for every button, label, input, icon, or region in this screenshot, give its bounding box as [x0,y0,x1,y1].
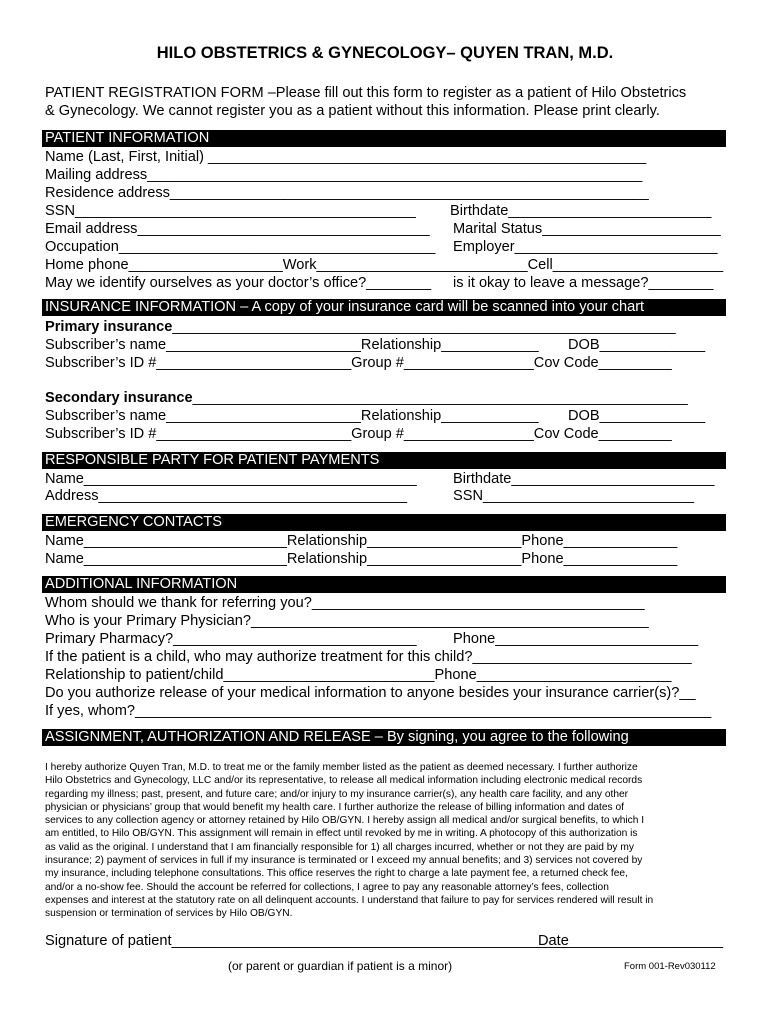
primary-dob-field[interactable]: DOB_____________ [568,337,706,353]
email-field[interactable]: Email address____________________________________ [45,221,430,237]
secondary-subscriber-name-field[interactable]: Subscriber’s name________________________Relationship____________ [45,408,539,424]
authorization-line: physician or physicians’ group that would benefit my health care. I further authorize the release of billing information and dates of [45,801,624,813]
form-number: Form 001-Rev030112 [624,961,716,972]
authorization-line: as valid as the original. I understand that I am financially responsible for 1) all charges incurred, whether or not they are paid by my [45,841,634,853]
secondary-dob-field[interactable]: DOB_____________ [568,408,706,424]
primary-subscriber-name-field[interactable]: Subscriber’s name________________________Relationship____________ [45,337,539,353]
secondary-insurance-line: _____________________________________________________________ [192,390,688,406]
primary-insurance-line: ______________________________________________________________ [172,319,676,335]
emergency-contact-row[interactable]: Name_________________________Relationship___________________Phone______________ [45,551,678,567]
child-authorizer-field[interactable]: If the patient is a child, who may authorize treatment for this child?___________________________ [45,649,692,665]
page-title: HILO OBSTETRICS & GYNECOLOGY– QUYEN TRAN, M.D. [156,44,614,62]
relationship-to-patient-field[interactable]: Relationship to patient/child__________________________Phone________________________ [45,667,672,683]
birthdate-field[interactable]: Birthdate_________________________ [450,203,712,219]
authorization-line: I hereby authorize Quyen Tran, M.D. to treat me or the family member listed as the patient as deemed necessary. I further authorize [45,762,638,773]
authorization-line: insurance; 2) payment of services in full if my insurance is terminated or I exceed my annual benefits; and 3) services not covered by [45,855,643,867]
section-responsible-party: RESPONSIBLE PARTY FOR PATIENT PAYMENTS [42,452,726,469]
residence-address-field[interactable]: Residence address___________________________________________________________ [45,185,649,201]
responsible-ssn-field[interactable]: SSN__________________________ [453,488,695,504]
occupation-field[interactable]: Occupation_______________________________________ [45,239,436,255]
referral-field[interactable]: Whom should we thank for referring you?_________________________________________ [45,595,645,611]
primary-insurance-label: Primary insurance [45,319,173,335]
authorization-line: am entitled, to Hilo OB/GYN. This assignment will remain in effect until revoked by me in writing. A photocopy of this authorization is [45,828,638,840]
primary-insurance-field[interactable] [45,318,676,336]
primary-subscriber-id-field[interactable]: Subscriber’s ID #________________________Group #________________Cov Code_________ [45,355,672,371]
responsible-name-field[interactable]: Name_________________________________________ [45,471,417,487]
marital-status-field[interactable]: Marital Status______________________ [453,221,721,237]
intro-line-2: & Gynecology. We cannot register you as a patient without this information. Please print clearly. [45,103,660,119]
responsible-address-field[interactable]: Address______________________________________ [45,488,407,504]
authorization-line: regarding my illness; past, present, and future care; and/or injury to my insurance carrier(s), any health care facility, and any other [45,788,629,800]
identify-office-field[interactable]: May we identify ourselves as your doctor’s office?________ [45,275,432,291]
authorization-line: services to any collection agency or attorney retained by Hilo OB/GYN. I hereby assign all medical and/or surgical benefits, to which I [45,815,645,827]
secondary-insurance-label: Secondary insurance [45,390,193,406]
intro-text [45,84,735,120]
emergency-contact-row[interactable]: Name_________________________Relationship___________________Phone______________ [45,533,678,549]
section-emergency-contacts: EMERGENCY CONTACTS [42,514,726,531]
guardian-note: (or parent or guardian if patient is a minor) [228,959,453,973]
authorize-release-field[interactable]: Do you authorize release of your medical information to anyone besides your insurance carrier(s)?__ [45,685,696,701]
authorization-line: Hilo Obstetrics and Gynecology, LLC and/or its representative, to release all medical information including electronic medical records [45,775,643,787]
section-assignment-authorization: ASSIGNMENT, AUTHORIZATION AND RELEASE – By signing, you agree to the following [42,729,726,746]
pharmacy-phone-field[interactable]: Phone_________________________ [453,631,699,647]
ssn-field[interactable]: SSN__________________________________________ [45,203,416,219]
phone-numbers-field[interactable]: Home phone___________________Work__________________________Cell_____________________ [45,257,724,273]
authorization-line: my insurance, including telephone consultations. This office reserves the right to charge a late payment fee, a returned check fee, [45,868,628,880]
release-whom-field[interactable]: If yes, whom?_______________________________________________________________________ [45,703,712,719]
mailing-address-field[interactable]: Mailing address_____________________________________________________________ [45,167,643,183]
primary-physician-field[interactable]: Who is your Primary Physician?_________________________________________________ [45,613,649,629]
authorization-line: and/or a no-show fee. Should the account be referred for collections, I agree to pay any reasonable attorney’s fees, collection [45,881,609,893]
responsible-birthdate-field[interactable]: Birthdate_________________________ [453,471,715,487]
employer-field[interactable]: Employer_________________________ [453,239,718,255]
section-additional-information: ADDITIONAL INFORMATION [42,576,726,593]
authorization-line: suspension or termination of services by Hilo OB/GYN. [45,908,293,920]
name-field[interactable]: Name (Last, First, Initial) ______________________________________________________ [45,149,647,165]
signature-field[interactable]: Signature of patient_________________________________________________ [45,933,570,949]
secondary-insurance-field[interactable] [45,389,688,407]
authorization-line: expenses and interest at the statutory rate on all delinquent accounts. I understand that failure to pay for services rendered will result in [45,894,654,906]
authorization-text [45,761,728,921]
section-patient-information: PATIENT INFORMATION [42,130,726,147]
section-insurance-information: INSURANCE INFORMATION – A copy of your insurance card will be scanned into your chart [42,299,726,316]
intro-line-1: PATIENT REGISTRATION FORM –Please fill out this form to register as a patient of Hilo Obstetrics [45,85,687,101]
date-field[interactable]: Date___________________ [538,933,724,949]
primary-pharmacy-field[interactable]: Primary Pharmacy?______________________________ [45,631,417,647]
leave-message-field[interactable]: is it okay to leave a message?________ [453,275,714,291]
secondary-subscriber-id-field[interactable]: Subscriber’s ID #________________________Group #________________Cov Code_________ [45,426,672,442]
